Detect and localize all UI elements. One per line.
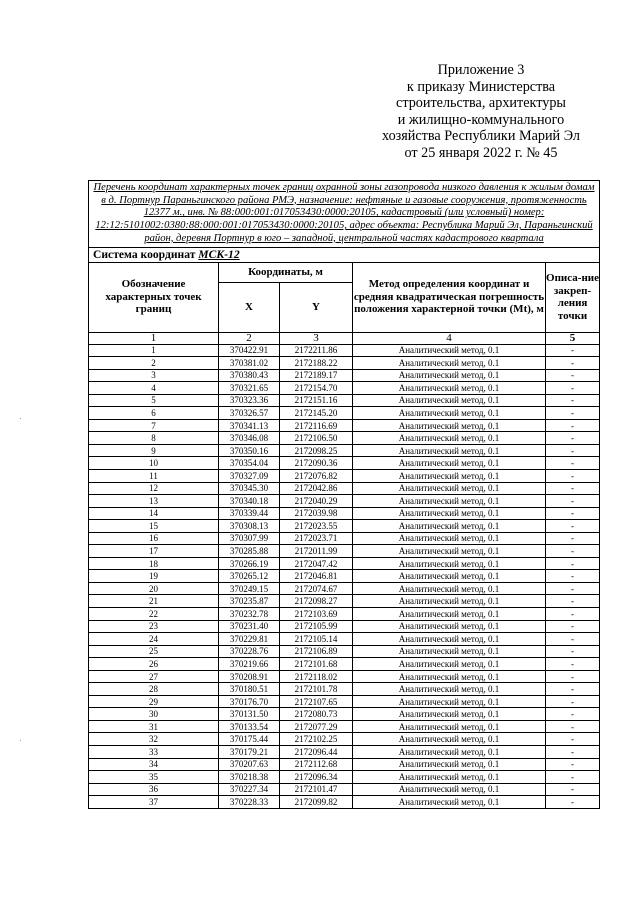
coordinate-system-value: МСК-12 xyxy=(198,248,240,262)
x-coordinate-cell: 370354.04 xyxy=(219,457,280,470)
y-coordinate-cell: 2172116.69 xyxy=(280,419,353,432)
point-number-cell: 5 xyxy=(89,394,219,407)
table-row xyxy=(89,419,600,432)
x-coordinate-cell: 370180.51 xyxy=(219,683,280,696)
x-coordinate-cell: 370219.66 xyxy=(219,658,280,671)
table-row xyxy=(89,746,600,759)
method-cell: Аналитический метод, 0.1 xyxy=(353,557,546,570)
point-number-cell: 8 xyxy=(89,432,219,445)
fixation-cell: - xyxy=(546,746,600,759)
method-cell: Аналитический метод, 0.1 xyxy=(353,407,546,420)
point-number-cell: 35 xyxy=(89,771,219,784)
x-coordinate-cell: 370340.18 xyxy=(219,495,280,508)
x-coordinate-cell: 370308.13 xyxy=(219,520,280,533)
x-coordinate-cell: 370327.09 xyxy=(219,469,280,482)
header-designation: Обозначение характерных точек границ xyxy=(89,262,219,332)
method-cell: Аналитический метод, 0.1 xyxy=(353,758,546,771)
method-cell: Аналитический метод, 0.1 xyxy=(353,633,546,646)
method-cell: Аналитический метод, 0.1 xyxy=(353,457,546,470)
point-number-cell: 30 xyxy=(89,708,219,721)
y-coordinate-cell: 2172047.42 xyxy=(280,557,353,570)
y-coordinate-cell: 2172090.36 xyxy=(280,457,353,470)
y-coordinate-cell: 2172080.73 xyxy=(280,708,353,721)
x-coordinate-cell: 370345.30 xyxy=(219,482,280,495)
y-coordinate-cell: 2172042.86 xyxy=(280,482,353,495)
appendix-line: и жилищно-коммунального xyxy=(397,111,565,128)
table-row xyxy=(89,796,600,809)
method-cell: Аналитический метод, 0.1 xyxy=(353,532,546,545)
method-cell: Аналитический метод, 0.1 xyxy=(353,733,546,746)
method-cell: Аналитический метод, 0.1 xyxy=(353,482,546,495)
y-coordinate-cell: 2172023.55 xyxy=(280,520,353,533)
y-coordinate-cell: 2172103.69 xyxy=(280,608,353,621)
method-cell: Аналитический метод, 0.1 xyxy=(353,708,546,721)
table-row xyxy=(89,608,600,621)
point-number-cell: 9 xyxy=(89,444,219,457)
fixation-cell: - xyxy=(546,733,600,746)
coordinate-system xyxy=(89,247,600,262)
y-coordinate-cell: 2172112.68 xyxy=(280,758,353,771)
x-coordinate-cell: 370381.02 xyxy=(219,357,280,370)
x-coordinate-cell: 370326.57 xyxy=(219,407,280,420)
method-cell: Аналитический метод, 0.1 xyxy=(353,369,546,382)
fixation-cell: - xyxy=(546,771,600,784)
method-cell: Аналитический метод, 0.1 xyxy=(353,570,546,583)
point-number-cell: 16 xyxy=(89,532,219,545)
x-coordinate-cell: 370321.65 xyxy=(219,382,280,395)
y-coordinate-cell: 2172096.34 xyxy=(280,771,353,784)
table-row xyxy=(89,708,600,721)
table-row xyxy=(89,733,600,746)
method-cell: Аналитический метод, 0.1 xyxy=(353,620,546,633)
column-number: 3 xyxy=(280,332,353,344)
table-row xyxy=(89,394,600,407)
y-coordinate-cell: 2172098.27 xyxy=(280,595,353,608)
table-row xyxy=(89,407,600,420)
x-coordinate-cell: 370235.87 xyxy=(219,595,280,608)
header-point-description: Описа-ние закреп-ления точки xyxy=(546,262,600,332)
method-cell: Аналитический метод, 0.1 xyxy=(353,520,546,533)
x-coordinate-cell: 370346.08 xyxy=(219,432,280,445)
fixation-cell: - xyxy=(546,532,600,545)
x-coordinate-cell: 370228.33 xyxy=(219,796,280,809)
x-coordinate-cell: 370422.91 xyxy=(219,344,280,357)
x-coordinate-cell: 370227.34 xyxy=(219,783,280,796)
point-number-cell: 36 xyxy=(89,783,219,796)
point-number-cell: 15 xyxy=(89,520,219,533)
table-row xyxy=(89,369,600,382)
fixation-cell: - xyxy=(546,633,600,646)
table-row xyxy=(89,469,600,482)
method-cell: Аналитический метод, 0.1 xyxy=(353,545,546,558)
table-row xyxy=(89,720,600,733)
fixation-cell: - xyxy=(546,469,600,482)
y-coordinate-cell: 2172105.99 xyxy=(280,620,353,633)
point-number-cell: 27 xyxy=(89,670,219,683)
y-coordinate-cell: 2172211.86 xyxy=(280,344,353,357)
x-coordinate-cell: 370339.44 xyxy=(219,507,280,520)
point-number-cell: 31 xyxy=(89,720,219,733)
point-number-cell: 14 xyxy=(89,507,219,520)
y-coordinate-cell: 2172101.68 xyxy=(280,658,353,671)
fixation-cell: - xyxy=(546,570,600,583)
method-cell: Аналитический метод, 0.1 xyxy=(353,720,546,733)
y-coordinate-cell: 2172098.25 xyxy=(280,444,353,457)
object-description: Перечень координат характерных точек границ охранной зоны газопровода низкого давления к жилым домам в д. Портнур Параньгинского района РМЭ, назначение: нефтяные и газовые сооружения, протяженность 12377 м., инв. № 88:000:001:017053430:0000:20105, кадастровый (или условный) номер: 12:12:5101002:0380:88:000:001:017053430:0000:20105, адрес объекта: Республика Марий Эл, Параньгинский район, деревня Портнур в юго – западной, центральной частях кадастрового квартала xyxy=(89,181,600,248)
point-number-cell: 26 xyxy=(89,658,219,671)
table-row xyxy=(89,482,600,495)
fixation-cell: - xyxy=(546,357,600,370)
column-number: 5 xyxy=(546,332,600,344)
coordinate-rows xyxy=(89,344,600,808)
method-cell: Аналитический метод, 0.1 xyxy=(353,645,546,658)
fixation-cell: - xyxy=(546,645,600,658)
x-coordinate-cell: 370380.43 xyxy=(219,369,280,382)
y-coordinate-cell: 2172151.16 xyxy=(280,394,353,407)
table-row xyxy=(89,695,600,708)
appendix-line: хозяйства Республики Марий Эл xyxy=(382,128,580,145)
fixation-cell: - xyxy=(546,382,600,395)
table-row xyxy=(89,783,600,796)
method-cell: Аналитический метод, 0.1 xyxy=(353,771,546,784)
method-cell: Аналитический метод, 0.1 xyxy=(353,608,546,621)
fixation-cell: - xyxy=(546,582,600,595)
method-cell: Аналитический метод, 0.1 xyxy=(353,507,546,520)
column-numbers-row xyxy=(89,332,600,344)
x-coordinate-cell: 370228.76 xyxy=(219,645,280,658)
method-cell: Аналитический метод, 0.1 xyxy=(353,432,546,445)
fixation-cell: - xyxy=(546,444,600,457)
method-cell: Аналитический метод, 0.1 xyxy=(353,495,546,508)
y-coordinate-cell: 2172040.29 xyxy=(280,495,353,508)
method-cell: Аналитический метод, 0.1 xyxy=(353,394,546,407)
table-row xyxy=(89,444,600,457)
y-coordinate-cell: 2172039.98 xyxy=(280,507,353,520)
method-cell: Аналитический метод, 0.1 xyxy=(353,683,546,696)
point-number-cell: 28 xyxy=(89,683,219,696)
method-cell: Аналитический метод, 0.1 xyxy=(353,419,546,432)
x-coordinate-cell: 370208.91 xyxy=(219,670,280,683)
fixation-cell: - xyxy=(546,720,600,733)
appendix-line: строительства, архитектуры xyxy=(396,95,566,112)
method-cell: Аналитический метод, 0.1 xyxy=(353,783,546,796)
fixation-cell: - xyxy=(546,758,600,771)
point-number-cell: 22 xyxy=(89,608,219,621)
table-row xyxy=(89,495,600,508)
point-number-cell: 1 xyxy=(89,344,219,357)
fixation-cell: - xyxy=(546,520,600,533)
fixation-cell: - xyxy=(546,432,600,445)
method-cell: Аналитический метод, 0.1 xyxy=(353,695,546,708)
point-number-cell: 10 xyxy=(89,457,219,470)
y-coordinate-cell: 2172076.82 xyxy=(280,469,353,482)
fixation-cell: - xyxy=(546,457,600,470)
table-row xyxy=(89,457,600,470)
table-row xyxy=(89,645,600,658)
scan-speck xyxy=(20,740,21,741)
y-coordinate-cell: 2172106.89 xyxy=(280,645,353,658)
table-row xyxy=(89,595,600,608)
method-cell: Аналитический метод, 0.1 xyxy=(353,469,546,482)
x-coordinate-cell: 370307.99 xyxy=(219,532,280,545)
point-number-cell: 12 xyxy=(89,482,219,495)
y-coordinate-cell: 2172105.14 xyxy=(280,633,353,646)
method-cell: Аналитический метод, 0.1 xyxy=(353,357,546,370)
column-number: 4 xyxy=(353,332,546,344)
fixation-cell: - xyxy=(546,495,600,508)
table-row xyxy=(89,633,600,646)
x-coordinate-cell: 370285.88 xyxy=(219,545,280,558)
table-row xyxy=(89,507,600,520)
x-coordinate-cell: 370218.38 xyxy=(219,771,280,784)
fixation-cell: - xyxy=(546,796,600,809)
appendix-line: к приказу Министерства xyxy=(406,78,556,95)
point-number-cell: 18 xyxy=(89,557,219,570)
scan-speck xyxy=(20,418,21,419)
method-cell: Аналитический метод, 0.1 xyxy=(353,746,546,759)
fixation-cell: - xyxy=(546,419,600,432)
y-coordinate-cell: 2172188.22 xyxy=(280,357,353,370)
table-row xyxy=(89,683,600,696)
x-coordinate-cell: 370131.50 xyxy=(219,708,280,721)
x-coordinate-cell: 370175.44 xyxy=(219,733,280,746)
y-coordinate-cell: 2172189.17 xyxy=(280,369,353,382)
fixation-cell: - xyxy=(546,394,600,407)
x-coordinate-cell: 370323.36 xyxy=(219,394,280,407)
point-number-cell: 17 xyxy=(89,545,219,558)
x-coordinate-cell: 370341.13 xyxy=(219,419,280,432)
point-number-cell: 21 xyxy=(89,595,219,608)
fixation-cell: - xyxy=(546,683,600,696)
appendix-line: от 25 января 2022 г. № 45 xyxy=(404,144,558,161)
method-cell: Аналитический метод, 0.1 xyxy=(353,444,546,457)
method-cell: Аналитический метод, 0.1 xyxy=(353,670,546,683)
method-cell: Аналитический метод, 0.1 xyxy=(353,382,546,395)
y-coordinate-cell: 2172074.67 xyxy=(280,582,353,595)
table-row xyxy=(89,658,600,671)
x-coordinate-cell: 370176.70 xyxy=(219,695,280,708)
x-coordinate-cell: 370232.78 xyxy=(219,608,280,621)
point-number-cell: 3 xyxy=(89,369,219,382)
point-number-cell: 32 xyxy=(89,733,219,746)
fixation-cell: - xyxy=(546,407,600,420)
point-number-cell: 25 xyxy=(89,645,219,658)
method-cell: Аналитический метод, 0.1 xyxy=(353,582,546,595)
point-number-cell: 6 xyxy=(89,407,219,420)
y-coordinate-cell: 2172096.44 xyxy=(280,746,353,759)
method-cell: Аналитический метод, 0.1 xyxy=(353,344,546,357)
table-row xyxy=(89,520,600,533)
table-row xyxy=(89,670,600,683)
y-coordinate-cell: 2172101.47 xyxy=(280,783,353,796)
fixation-cell: - xyxy=(546,670,600,683)
header-y: Y xyxy=(280,282,353,332)
coordinate-system-label: Система координат xyxy=(93,248,196,262)
fixation-cell: - xyxy=(546,608,600,621)
y-coordinate-cell: 2172077.29 xyxy=(280,720,353,733)
y-coordinate-cell: 2172101.78 xyxy=(280,683,353,696)
method-cell: Аналитический метод, 0.1 xyxy=(353,796,546,809)
x-coordinate-cell: 370249.15 xyxy=(219,582,280,595)
fixation-cell: - xyxy=(546,620,600,633)
method-cell: Аналитический метод, 0.1 xyxy=(353,658,546,671)
point-number-cell: 37 xyxy=(89,796,219,809)
x-coordinate-cell: 370231.40 xyxy=(219,620,280,633)
header-x: X xyxy=(219,282,280,332)
fixation-cell: - xyxy=(546,708,600,721)
table-row xyxy=(89,771,600,784)
fixation-cell: - xyxy=(546,557,600,570)
table-row xyxy=(89,432,600,445)
x-coordinate-cell: 370350.16 xyxy=(219,444,280,457)
y-coordinate-cell: 2172107.65 xyxy=(280,695,353,708)
method-cell: Аналитический метод, 0.1 xyxy=(353,595,546,608)
fixation-cell: - xyxy=(546,695,600,708)
y-coordinate-cell: 2172023.71 xyxy=(280,532,353,545)
appendix-line: Приложение 3 xyxy=(437,62,525,78)
fixation-cell: - xyxy=(546,369,600,382)
header-coordinates: Координаты, м xyxy=(219,262,353,282)
column-number: 2 xyxy=(219,332,280,344)
point-number-cell: 7 xyxy=(89,419,219,432)
coordinates-table xyxy=(88,180,600,809)
y-coordinate-cell: 2172011.99 xyxy=(280,545,353,558)
table-row xyxy=(89,357,600,370)
point-number-cell: 2 xyxy=(89,357,219,370)
y-coordinate-cell: 2172106.50 xyxy=(280,432,353,445)
y-coordinate-cell: 2172118.02 xyxy=(280,670,353,683)
x-coordinate-cell: 370179.21 xyxy=(219,746,280,759)
point-number-cell: 34 xyxy=(89,758,219,771)
x-coordinate-cell: 370266.19 xyxy=(219,557,280,570)
table-row xyxy=(89,570,600,583)
point-number-cell: 19 xyxy=(89,570,219,583)
y-coordinate-cell: 2172099.82 xyxy=(280,796,353,809)
column-number: 1 xyxy=(89,332,219,344)
table-row xyxy=(89,758,600,771)
point-number-cell: 29 xyxy=(89,695,219,708)
y-coordinate-cell: 2172145.20 xyxy=(280,407,353,420)
fixation-cell: - xyxy=(546,507,600,520)
table-row xyxy=(89,344,600,357)
y-coordinate-cell: 2172154.70 xyxy=(280,382,353,395)
table-row xyxy=(89,620,600,633)
point-number-cell: 11 xyxy=(89,469,219,482)
point-number-cell: 13 xyxy=(89,495,219,508)
fixation-cell: - xyxy=(546,482,600,495)
table-row xyxy=(89,582,600,595)
point-number-cell: 33 xyxy=(89,746,219,759)
fixation-cell: - xyxy=(546,783,600,796)
x-coordinate-cell: 370265.12 xyxy=(219,570,280,583)
point-number-cell: 20 xyxy=(89,582,219,595)
point-number-cell: 24 xyxy=(89,633,219,646)
appendix-header xyxy=(360,62,602,162)
header-method: Метод определения координат и средняя квадратическая погрешность положения характерной точки (Mt), м xyxy=(353,262,546,332)
table-row xyxy=(89,532,600,545)
table-row xyxy=(89,557,600,570)
fixation-cell: - xyxy=(546,658,600,671)
fixation-cell: - xyxy=(546,595,600,608)
table-row xyxy=(89,545,600,558)
table-row xyxy=(89,382,600,395)
x-coordinate-cell: 370207.63 xyxy=(219,758,280,771)
x-coordinate-cell: 370133.54 xyxy=(219,720,280,733)
y-coordinate-cell: 2172102.25 xyxy=(280,733,353,746)
fixation-cell: - xyxy=(546,545,600,558)
point-number-cell: 23 xyxy=(89,620,219,633)
x-coordinate-cell: 370229.81 xyxy=(219,633,280,646)
fixation-cell: - xyxy=(546,344,600,357)
y-coordinate-cell: 2172046.81 xyxy=(280,570,353,583)
point-number-cell: 4 xyxy=(89,382,219,395)
